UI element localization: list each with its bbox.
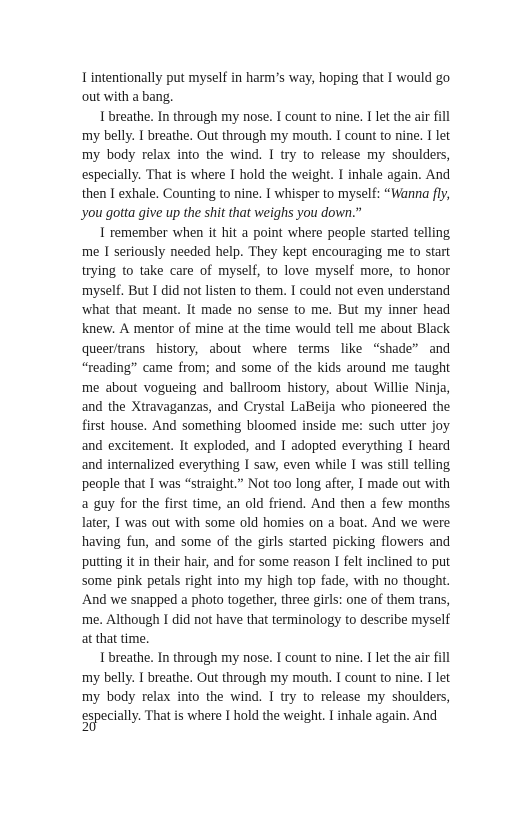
body-text	[82, 69, 450, 727]
paragraph-1: I intentionally put myself in harm’s way, hoping that I would go out with a bang.	[82, 70, 450, 106]
paragraph-2-closing: .”	[351, 205, 362, 222]
paragraph-2-text: I breathe. In through my nose. I count to nine. I let the air fill my belly. I breathe. Out through my mouth. I count to nine. I let my body relax into the wind. I try to release my shoulders, especially. That is where I hold the weight. I inhale again. And then I exhale. Counting to nine. I whisper to myself: “	[82, 108, 450, 203]
paragraph-2-italic-quote: Wanna fly, you gotta give up the shit that weighs you down	[82, 186, 450, 222]
paragraph-2	[82, 108, 450, 224]
page-number: 20	[82, 720, 96, 735]
paragraph-3: I remember when it hit a point where people started telling me I seriously needed help. They kept encouraging me to start trying to take care of myself, to love myself more, to honor myself. But I did not listen to them. I could not even understand what that meant. It made no sense to me. But my inner head knew. A mentor of mine at the time would tell me about Black queer/trans history, about where terms like “shade” and “reading” came from; and some of the kids around me taught me about vogueing and ballroom history, about Willie Ninja, and the Xtravaganzas, and Crystal LaBeija who pioneered the first house. And something bloomed inside me: such utter joy and excitement. It exploded, and I adopted everything I heard and internalized everything I saw, even while I was still telling people that I was “straight.” Not too long after, I made out with a guy for the first time, an old friend. And then a few months later, I was out with some old homies on a boat. And we were having fun, and some of the girls started picking flowers and putting it in their hair, and for some reason I felt inclined to put some pink petals right into my high top fade, with no thought. And we snapped a photo together, three girls: one of them trans, me. Although I did not have that terminology to describe myself at that time.	[82, 224, 450, 647]
paragraph-4: I breathe. In through my nose. I count to nine. I let the air fill my belly. I breathe. Out through my mouth. I count to nine. I let my body relax into the wind. I try to release my shoulders, especially. That is where I hold the weight. I inhale again. And	[82, 650, 450, 725]
